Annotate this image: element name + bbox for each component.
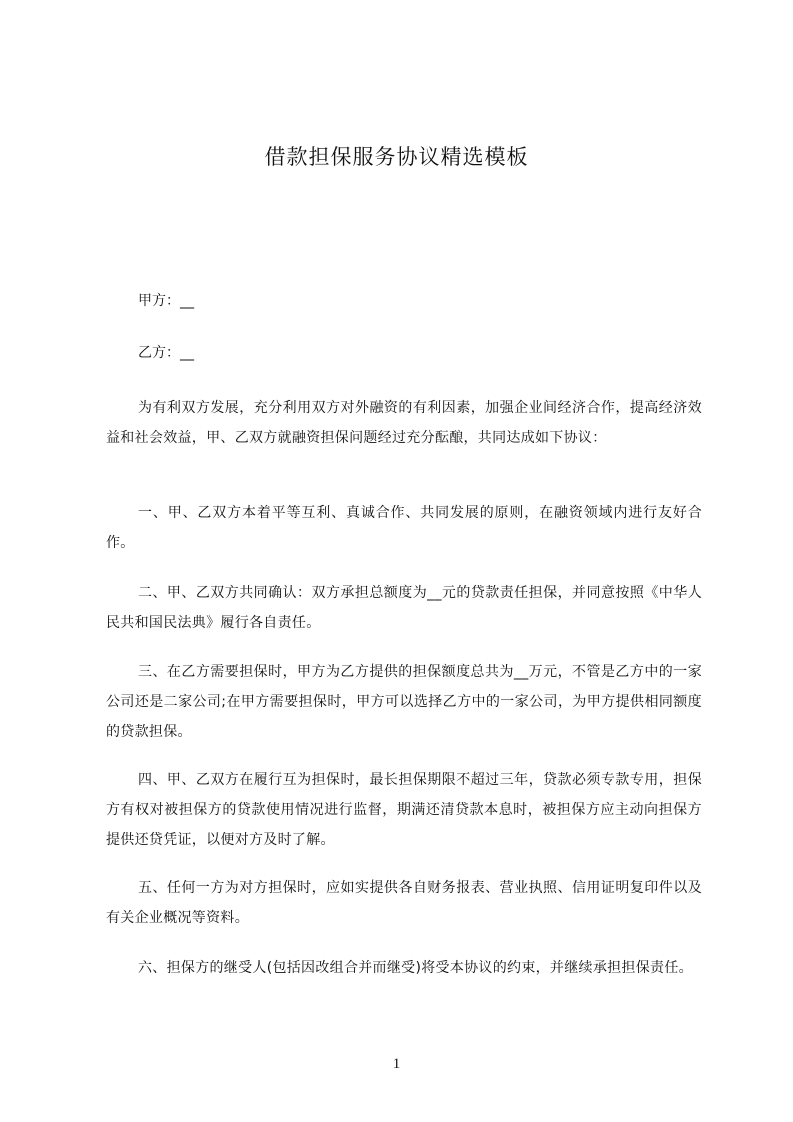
document-title: 借款担保服务协议精选模板 xyxy=(264,145,529,169)
clause-3: 三、在乙方需要担保时，甲方为乙方提供的担保额度总共为__万元，不管是乙方中的一家公司还是二家公司;在甲方需要担保时，甲方可以选择乙方中的一家公司，为甲方提供相同额度的贷款担保。 xyxy=(106,664,702,740)
party-a-line: 甲方：__ xyxy=(138,293,194,309)
clause-5: 五、任何一方为对方担保时，应如实提供各自财务报表、营业执照、信用证明复印件以及有关企业概况等资料。 xyxy=(106,880,702,926)
page-number: 1 xyxy=(392,1056,401,1072)
clause-2: 二、甲、乙双方共同确认：双方承担总额度为__元的贷款责任担保，并同意按照《中华人民共和国民法典》履行各自责任。 xyxy=(106,585,702,631)
party-b-line: 乙方：__ xyxy=(138,345,194,361)
intro-paragraph: 为有利双方发展，充分利用双方对外融资的有利因素，加强企业间经济合作，提高经济效益和社会效益，甲、乙双方就融资担保问题经过充分酝酿，共同达成如下协议： xyxy=(106,400,702,446)
clause-1: 一、甲、乙双方本着平等互利、真诚合作、共同发展的原则，在融资领域内进行友好合作。 xyxy=(106,505,702,551)
clause-4: 四、甲、乙双方在履行互为担保时，最长担保期限不超过三年，贷款必须专款专用，担保方有权对被担保方的贷款使用情况进行监督，期满还清贷款本息时，被担保方应主动向担保方提供还贷凭证，以便对方及时了解。 xyxy=(106,772,702,848)
clause-6: 六、担保方的继受人(包括因改组合并而继受)将受本协议的约束，并继续承担担保责任。 xyxy=(138,960,693,976)
